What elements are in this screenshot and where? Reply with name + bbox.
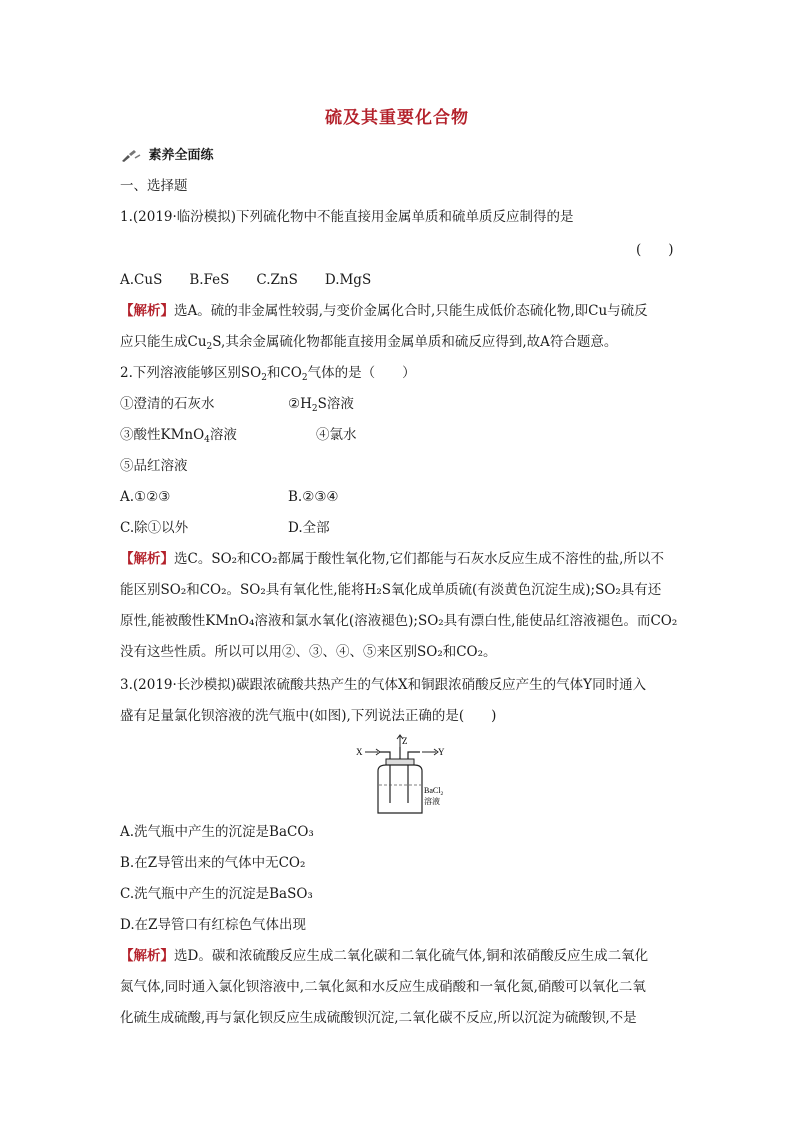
q2-analysis-line-2: 能区别SO₂和CO₂。SO₂具有氧化性,能将H₂S氧化成单质硫(有淡黄色沉淀生成);SO₂具有还 bbox=[120, 582, 662, 598]
section-tag-label: 素养全面练 bbox=[148, 148, 214, 163]
bottle bbox=[378, 765, 422, 813]
q1-analysis-line-1: 【解析】选A。硫的非金属性较弱,与变价金属化合时,只能生成低价态硫化物,即Cu与硫反 bbox=[120, 303, 648, 319]
figure-label-bacl2: BaCl$_2$ bbox=[424, 786, 444, 797]
q2-choice-d: D.全部 bbox=[288, 520, 330, 536]
q3-option-c: C.洗气瓶中产生的沉淀是BaSO₃ bbox=[120, 886, 313, 902]
q2-analysis-line-1: 【解析】选C。SO₂和CO₂都属于酸性氧化物,它们都能与石灰水反应生成不溶性的盐,所以不 bbox=[120, 551, 664, 567]
q2-choice-a: A.①②③ bbox=[120, 489, 171, 505]
q3-option-d: D.在Z导管口有红棕色气体出现 bbox=[120, 917, 307, 933]
q1-answer-paren: ( ) bbox=[636, 242, 674, 258]
section-tag bbox=[120, 146, 214, 166]
q3-analysis-line-1: 【解析】选D。碳和浓硫酸反应生成二氧化碳和二氧化硫气体,铜和浓硝酸反应生成二氧化 bbox=[120, 948, 649, 964]
q3-stem-line-2: 盛有足量氯化钡溶液的洗气瓶中(如图),下列说法正确的是( ) bbox=[120, 708, 497, 724]
q2-option-4: ④氯水 bbox=[316, 427, 357, 443]
figure-label-y: Y bbox=[438, 747, 445, 757]
q2-choice-b: B.②③④ bbox=[288, 489, 339, 505]
q3-stem-line-1: 3.(2019·长沙模拟)碳跟浓硫酸共热产生的气体X和铜跟浓硝酸反应产生的气体Y同时通入 bbox=[120, 677, 647, 693]
stopper bbox=[386, 759, 414, 765]
q2-option-3: ③酸性KMnO$_4$溶液 bbox=[120, 427, 237, 445]
q3-option-a: A.洗气瓶中产生的沉淀是BaCO₃ bbox=[120, 824, 314, 840]
q2-stem: 2.下列溶液能够区别$SO_2$和$CO_2$气体的是（ ） bbox=[120, 365, 416, 383]
figure-label-x: X bbox=[356, 747, 363, 757]
analysis-label: 【解析】 bbox=[120, 948, 174, 964]
q2-analysis-line-3: 原性,能被酸性KMnO₄溶液和氯水氧化(溶液褪色);SO₂具有漂白性,能使品红溶液褪色。而CO₂ bbox=[120, 613, 678, 629]
q1-stem: 1.(2019·临汾模拟)下列硫化物中不能直接用金属单质和硫单质反应制得的是 bbox=[120, 209, 574, 225]
q3-analysis-line-3: 化硫生成硫酸,再与氯化钡反应生成硫酸钡沉淀,二氧化碳不反应,所以沉淀为硫酸钡,不是 bbox=[120, 1010, 637, 1026]
q3-analysis-line-2: 氮气体,同时通入氯化钡溶液中,二氧化氮和水反应生成硝酸和一氧化氮,硝酸可以氧化二氧 bbox=[120, 979, 646, 995]
q2-option-1: ①澄清的石灰水 bbox=[120, 396, 215, 412]
analysis-label: 【解析】 bbox=[120, 551, 174, 567]
section-heading: 一、选择题 bbox=[120, 178, 188, 194]
q2-analysis-line-4: 没有这些性质。所以可以用②、③、④、⑤来区别SO₂和CO₂。 bbox=[120, 644, 497, 660]
q2-option-2: $②H_2S$溶液 bbox=[288, 396, 354, 414]
q1-options: A.CuS B.FeS C.ZnS D.MgS bbox=[120, 272, 372, 288]
analysis-label: 【解析】 bbox=[120, 303, 174, 319]
figure-label-z: Z bbox=[402, 736, 408, 746]
q1-analysis-line-2: 应只能生成$Cu_2S$,其余金属硫化物都能直接用金属单质和硫反应得到,故A符合题意。 bbox=[120, 334, 618, 352]
q2-option-5: ⑤品红溶液 bbox=[120, 458, 188, 474]
figure-label-solution: 溶液 bbox=[424, 797, 440, 806]
page-title: 硫及其重要化合物 bbox=[325, 108, 469, 128]
pencil-icon bbox=[120, 149, 142, 163]
gas-washing-bottle-figure bbox=[352, 733, 448, 817]
q3-option-b: B.在Z导管出来的气体中无CO₂ bbox=[120, 855, 306, 871]
q2-choice-c: C.除①以外 bbox=[120, 520, 189, 536]
